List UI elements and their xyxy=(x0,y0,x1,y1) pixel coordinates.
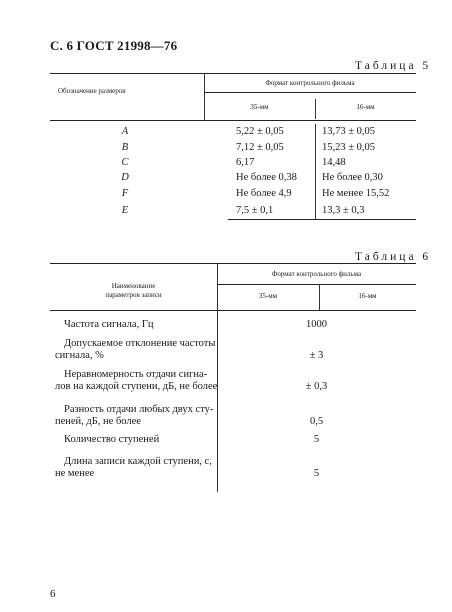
param-value: ± 0,3 xyxy=(305,381,328,392)
table5-caption: Таблица 5 xyxy=(355,60,432,72)
param-value: 0,5 xyxy=(309,416,324,427)
table6-sub-35: 35-мм xyxy=(258,292,278,300)
param-name: Допускаемое отклонение частоты xyxy=(64,338,216,349)
dim-label: E xyxy=(121,205,129,216)
value-16mm: Не менее 15,52 xyxy=(322,188,390,199)
table5-top-rule xyxy=(50,73,416,74)
param-value: 5 xyxy=(313,468,320,479)
table5-body-divider xyxy=(315,124,316,220)
param-name: Количество ступеней xyxy=(64,434,160,445)
value-35mm: Не более 4,9 xyxy=(236,188,292,199)
param-value: ± 3 xyxy=(309,350,324,361)
table5-col-dim: Обозначение размеров xyxy=(58,87,126,95)
table5-header-rule xyxy=(50,120,416,121)
param-name: Разность отдачи любых двух сту- xyxy=(64,404,214,415)
table5-format-rule xyxy=(204,92,416,93)
table6-caption: Таблица 6 xyxy=(355,251,432,263)
param-name: Длина записи каждой ступени, с, xyxy=(64,456,212,467)
page-header: С. 6 ГОСТ 21998—76 xyxy=(50,38,178,53)
param-name: Частота сигнала, Гц xyxy=(64,319,154,330)
dim-label: C xyxy=(121,157,129,168)
value-16mm: 13,73 ± 0,05 xyxy=(322,126,376,137)
table5-sub-35: 35-мм xyxy=(250,103,269,111)
table6-col-name-line2: параметров записи xyxy=(105,291,162,299)
table6-format-rule xyxy=(217,284,416,285)
param-name: сигнала, % xyxy=(55,350,104,361)
table6-top-rule xyxy=(50,263,416,264)
value-35mm: 5,22 ± 0,05 xyxy=(236,126,284,137)
dim-label: D xyxy=(121,172,129,183)
table5-sub-16: 16-мм xyxy=(356,103,375,111)
table6-body-divider xyxy=(217,310,218,492)
param-value: 1000 xyxy=(306,319,327,330)
dim-label: A xyxy=(121,126,129,137)
table5-col-format: Формат контрольного фильма xyxy=(265,79,355,87)
param-name: пеней, дБ, не более xyxy=(55,416,141,427)
value-16mm: 13,3 ± 0,3 xyxy=(322,205,365,216)
value-35mm: 7,12 ± 0,05 xyxy=(236,142,284,153)
value-35mm: 7,5 ± 0,1 xyxy=(236,205,274,216)
param-value: 5 xyxy=(313,434,320,445)
param-name: не менее xyxy=(55,468,95,479)
table6-header-rule xyxy=(50,310,416,311)
table6-col-format: Формат контрольного фильма xyxy=(271,270,362,278)
dim-label: B xyxy=(121,142,129,153)
param-name: лов на каждой ступени, дБ, не более xyxy=(55,381,218,392)
value-16mm: 15,23 ± 0,05 xyxy=(322,142,376,153)
table6-sub-16: 16-мм xyxy=(358,292,377,300)
value-16mm: Не более 0,30 xyxy=(322,172,383,183)
value-16mm: 14,48 xyxy=(322,157,346,168)
value-35mm: 6,17 xyxy=(236,157,255,168)
table6-col-name-line1: Наименование xyxy=(111,282,156,290)
param-name: Неравномерность отдачи сигна- xyxy=(64,369,208,380)
page-number: 6 xyxy=(50,588,56,600)
table5-bottom-rule xyxy=(228,219,416,220)
dim-label: F xyxy=(121,188,129,199)
value-35mm: Не более 0,38 xyxy=(236,172,297,183)
